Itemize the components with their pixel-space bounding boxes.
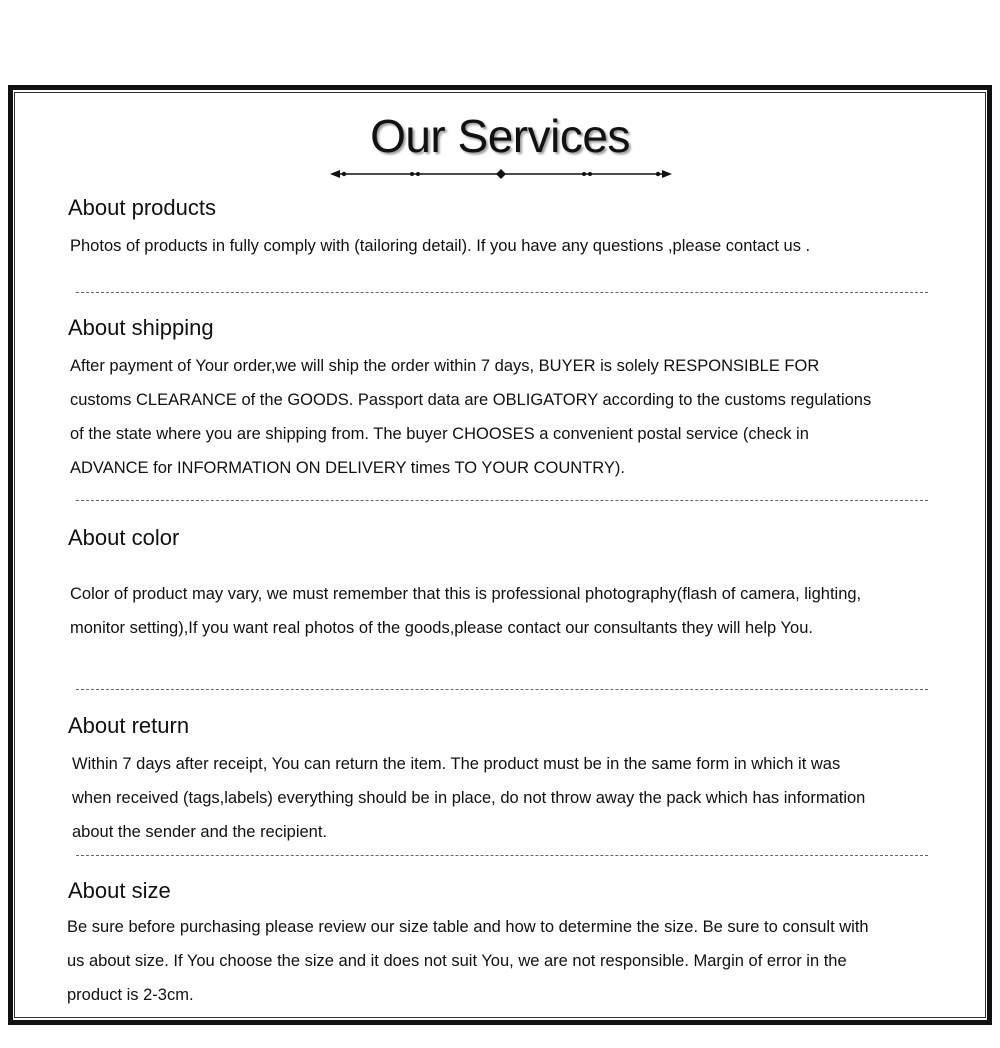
text-line: us about size. If You choose the size and it does not suit You, we are not responsible. Margin of error in the [67,952,847,970]
dashed-divider [76,500,928,501]
page-title: Our Services [370,110,630,162]
text-line: Color of product may vary, we must remember that this is professional photography(flash of camera, lighting, [70,585,862,603]
section-heading-products: About products [68,195,216,220]
text-line: product is 2-3cm. [67,986,194,1004]
section-text-size [67,910,869,1012]
text-line: about the sender and the recipient. [72,823,328,841]
section-text-return [72,747,865,849]
text-line: After payment of Your order,we will ship the order within 7 days, BUYER is solely RESPONSIBLE FOR [70,357,820,375]
text-line: customs CLEARANCE of the GOODS. Passport data are OBLIGATORY according to the customs regulations [70,391,872,409]
text-line: monitor setting),If you want real photos of the goods,please contact our consultants they will help You. [70,619,813,637]
section-text-color [70,577,861,645]
text-line: Within 7 days after receipt, You can return the item. The product must be in the same form in which it was [72,755,841,773]
section-text-products [70,229,810,263]
text-line: when received (tags,labels) everything should be in place, do not throw away the pack which has information [72,789,866,807]
text-line: Photos of products in fully comply with (tailoring detail). If you have any questions ,please contact us . [70,237,811,255]
dashed-divider [76,292,928,293]
text-line: of the state where you are shipping from. The buyer CHOOSES a convenient postal service (check in [70,425,809,443]
section-heading-return: About return [68,713,190,738]
title-ornament-divider [328,166,674,182]
section-heading-size: About size [68,878,171,903]
text-line: ADVANCE for INFORMATION ON DELIVERY times TO YOUR COUNTRY). [70,459,625,477]
dashed-divider [76,855,928,856]
section-heading-color: About color [68,525,180,550]
dashed-divider [76,689,928,690]
section-heading-shipping: About shipping [68,315,214,340]
text-line: Be sure before purchasing please review our size table and how to determine the size. Be sure to consult with [67,918,869,936]
section-text-shipping [70,349,871,485]
